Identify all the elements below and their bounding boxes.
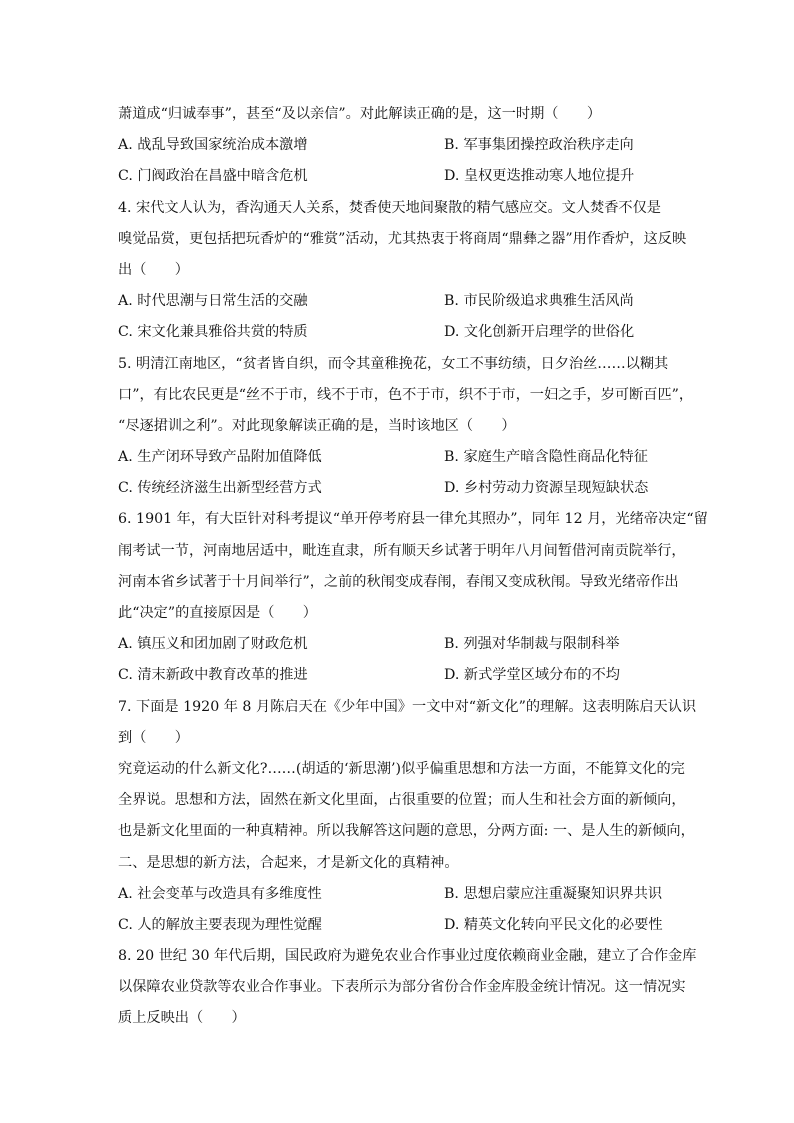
q8-stem-line: 质上反映出（ ） — [118, 1010, 246, 1027]
q3-option-b[interactable]: B. 军事集团操控政治秩序走向 — [444, 137, 634, 154]
q6-option-d[interactable]: D. 新式学堂区域分布的不均 — [444, 667, 620, 684]
q7-options-row-2 — [118, 910, 678, 941]
q3-option-d[interactable]: D. 皇权更迭推动寒人地位提升 — [444, 168, 635, 185]
q7-stem-line: 到（ ） — [118, 729, 189, 746]
q4-option-b[interactable]: B. 市民阶级追求典雅生活风尚 — [444, 293, 634, 310]
q6-option-b[interactable]: B. 列强对华制裁与限制科举 — [444, 636, 620, 653]
q6-stem-line: 闱考试一节，河南地居适中，毗连直隶，所有顺天乡试著于明年八月间暂借河南贡院举行， — [118, 542, 686, 559]
q4-option-d[interactable]: D. 文化创新开启理学的世俗化 — [444, 324, 635, 341]
q5-option-d[interactable]: D. 乡村劳动力资源呈现短缺状态 — [444, 480, 649, 497]
q7-option-c[interactable]: C. 人的解放主要表现为理性觉醒 — [118, 916, 322, 933]
q7-quote-line: 也是新文化里面的一种真精神。所以我解答这问题的意思，分两方面: 一、是人生的新倾向， — [118, 823, 695, 840]
q5-stem-line: 5. 明清江南地区，“贫者皆自织，而令其童稚挽花，女工不事纺绩，日夕治丝……以糊其 — [118, 355, 669, 372]
q3-options-row-1 — [118, 130, 678, 161]
q4-stem-line: 嗅觉品赏，更包括把玩香炉的“雅赏”活动，尤其热衷于将商周“鼎彝之器”用作香炉，这反映 — [118, 230, 687, 247]
q3-options-row-2 — [118, 161, 678, 192]
q8-stem-line: 以保障农业贷款等农业合作事业。下表所示为部分省份合作金库股金统计情况。这一情况实 — [118, 979, 686, 996]
q5-options-row-2 — [118, 473, 678, 504]
q6-options-row-1 — [118, 629, 678, 660]
q3-stem-tail: 萧道成“归诚奉事”，甚至“及以亲信”。对此解读正确的是，这一时期（ ） — [118, 106, 602, 122]
exam-page — [118, 99, 708, 1035]
q7-option-b[interactable]: B. 思想启蒙应注重凝聚知识界共识 — [444, 885, 663, 902]
q5-option-b[interactable]: B. 家庭生产暗含隐性商品化特征 — [444, 449, 648, 466]
q7-options-row-1 — [118, 879, 678, 910]
q7-quote-line: 全界说。思想和方法，固然在新文化里面，占很重要的位置；而人生和社会方面的新倾向， — [118, 792, 686, 809]
q6-stem-line: 此“决定”的直接原因是（ ） — [118, 605, 317, 621]
q6-stem-line: 6. 1901 年，有大臣针对科考提议“单开停考府县一律允其照办”，同年 12 月，光绪帝决定“留 — [118, 511, 708, 528]
q8-stem-line: 8. 20 世纪 30 年代后期，国民政府为避免农业合作事业过度依赖商业金融，建立了合作金库 — [118, 948, 697, 965]
q7-stem-line: 7. 下面是 1920 年 8 月陈启天在《少年中国》一文中对“新文化”的理解。这表明陈启天认识 — [118, 698, 697, 715]
q4-stem-line: 出（ ） — [118, 261, 189, 278]
q5-option-a[interactable]: A. 生产闭环导致产品附加值降低 — [118, 449, 322, 466]
q6-option-a[interactable]: A. 镇压义和团加剧了财政危机 — [118, 636, 308, 653]
q3-option-c[interactable]: C. 门阀政治在昌盛中暗含危机 — [118, 168, 308, 185]
q4-options-row-1 — [118, 286, 678, 317]
q5-option-c[interactable]: C. 传统经济滋生出新型经营方式 — [118, 480, 322, 497]
q7-quote-line: 究竟运动的什么新文化?……(胡适的‘新思潮’)似乎偏重思想和方法一方面，不能算文化的完 — [118, 760, 685, 777]
q6-stem-line: 河南本省乡试著于十月间举行”，之前的秋闱变成春闱，春闱又变成秋闱。导致光绪帝作出 — [118, 573, 679, 590]
q4-option-c[interactable]: C. 宋文化兼具雅俗共赏的特质 — [118, 324, 308, 341]
q4-option-a[interactable]: A. 时代思潮与日常生活的交融 — [118, 293, 308, 310]
q4-options-row-2 — [118, 317, 678, 348]
q5-options-row-1 — [118, 442, 678, 473]
q5-stem-line: 口”，有比农民更是“丝不于市，线不于市，色不于市，织不于市，一妇之手，岁可断百匹”， — [118, 386, 694, 403]
q6-options-row-2 — [118, 660, 678, 691]
q7-option-a[interactable]: A. 社会变革与改造具有多维度性 — [118, 885, 322, 902]
q7-quote-line: 二、是思想的新方法，合起来，才是新文化的真精神。 — [118, 854, 459, 871]
q7-option-d[interactable]: D. 精英文化转向平民文化的必要性 — [444, 916, 663, 933]
q4-stem-line: 4. 宋代文人认为，香沟通天人关系，焚香使天地间聚散的精气感应交。文人焚香不仅是 — [118, 199, 661, 216]
q6-option-c[interactable]: C. 清末新政中教育改革的推进 — [118, 667, 308, 684]
q5-stem-line: “尽逐捃训之利”。对此现象解读正确的是，当时该地区（ ） — [118, 417, 516, 434]
q3-option-a[interactable]: A. 战乱导致国家统治成本激增 — [118, 137, 308, 154]
